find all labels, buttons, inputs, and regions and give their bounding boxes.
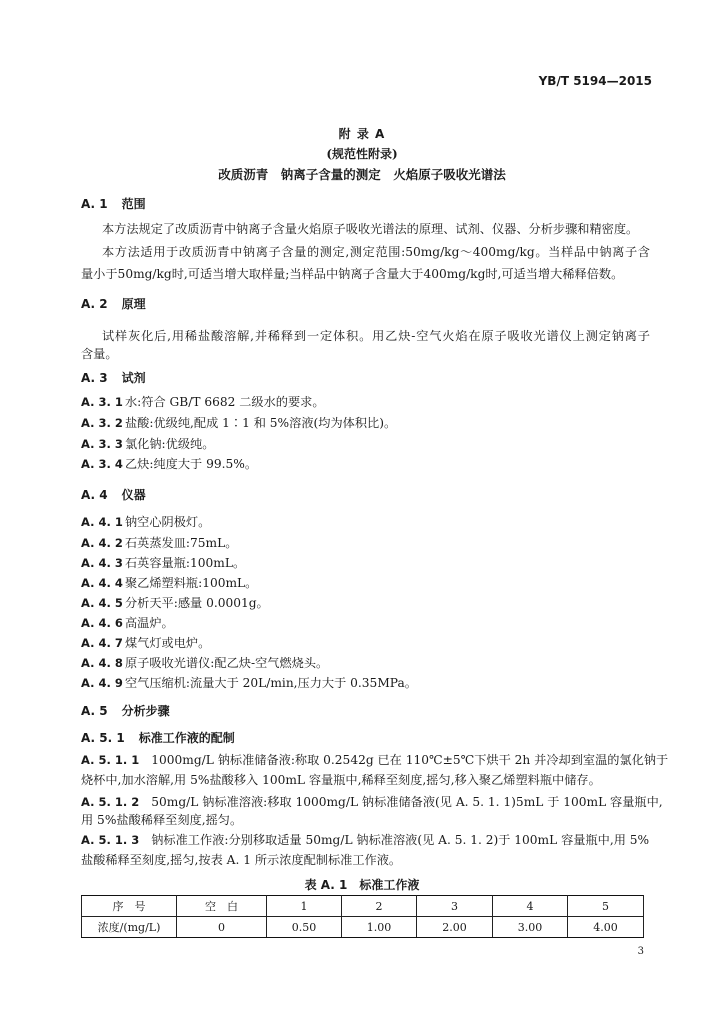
table-cell: 5 — [568, 896, 644, 917]
table-row — [82, 917, 644, 938]
section-number: A. 3 — [81, 371, 108, 385]
document-title: 改质沥青 钠离子含量的测定 火焰原子吸收光谱法 — [218, 167, 506, 182]
procedure-item-a512: A. 5. 1. 2 50mg/L 钠标准溶液:移取 1000mg/L 钠标准储备液(见 A. 5. 1. 1)5mL 于 100mL 容量瓶中, — [81, 795, 663, 809]
procedure-item-a513: A. 5. 1. 3 钠标准工作液:分别移取适量 50mg/L 钠标准溶液(见 A. 5. 1. 2)于 100mL 容量瓶中,用 5% — [81, 833, 650, 847]
table-cell: 4.00 — [568, 917, 644, 938]
table-cell: 浓度/(mg/L) — [82, 917, 177, 938]
list-item: A. 4. 9 空气压缩机:流量大于 20L/min,压力大于 0.35MPa。 — [81, 676, 417, 690]
paragraph: 本方法规定了改质沥青中钠离子含量火焰原子吸收光谱法的原理、试剂、仪器、分析步骤和精密度。 — [102, 222, 639, 236]
section-heading-a1 — [81, 195, 146, 212]
section-number: A. 4 — [81, 488, 108, 502]
table-header-row — [82, 896, 644, 917]
list-item: A. 4. 6 高温炉。 — [81, 616, 174, 630]
paragraph: 含量。 — [81, 347, 118, 361]
paragraph: 试样灰化后,用稀盐酸溶解,并稀释到一定体积。用乙炔-空气火焰在原子吸收光谱仪上测定钠离子 — [102, 329, 650, 343]
appendix-title: 附 录 A — [338, 127, 386, 141]
section-title: 分析步骤 — [121, 704, 170, 718]
list-item: A. 4. 7 煤气灯或电炉。 — [81, 636, 211, 650]
table-caption: 表 A. 1 标准工作液 — [304, 878, 420, 892]
section-heading-a4 — [81, 486, 146, 503]
paragraph: 烧杯中,加水溶解,用 5%盐酸移入 100mL 容量瓶中,稀释至刻度,摇匀,移入聚乙烯塑料瓶中储存。 — [81, 773, 601, 787]
table-cell: 3.00 — [493, 917, 568, 938]
table-cell: 4 — [493, 896, 568, 917]
section-number: A. 5 — [81, 704, 108, 718]
paragraph: 量小于50mg/kg时,可适当增大取样量;当样品中钠离子含量大于400mg/kg时,可适当增大稀释倍数。 — [81, 267, 624, 281]
page-number: 3 — [637, 946, 644, 957]
list-item: A. 4. 5 分析天平:感量 0.0001g。 — [81, 596, 269, 610]
section-heading-a3 — [81, 369, 146, 386]
list-item: A. 4. 4 聚乙烯塑料瓶:100mL。 — [81, 576, 258, 590]
appendix-type: (规范性附录) — [326, 147, 398, 161]
section-number: A. 2 — [81, 297, 108, 311]
table-cell: 2 — [342, 896, 417, 917]
section-heading-a5 — [81, 702, 170, 719]
list-item: A. 3. 4 乙炔:纯度大于 99.5%。 — [81, 457, 258, 471]
table-cell: 空 白 — [177, 896, 267, 917]
table-cell: 0 — [177, 917, 267, 938]
section-title: 试剂 — [121, 371, 146, 385]
section-title: 仪器 — [121, 488, 146, 502]
list-item: A. 3. 1 水:符合 GB/T 6682 二级水的要求。 — [81, 395, 325, 409]
table-cell: 2.00 — [417, 917, 493, 938]
paragraph: 用 5%盐酸稀释至刻度,摇匀。 — [81, 813, 243, 827]
table-cell: 1.00 — [342, 917, 417, 938]
table-cell: 0.50 — [267, 917, 342, 938]
list-item: A. 4. 2 石英蒸发皿:75mL。 — [81, 536, 238, 550]
list-item: A. 3. 3 氯化钠:优级纯。 — [81, 437, 215, 451]
table-cell: 1 — [267, 896, 342, 917]
standard-solution-table — [81, 895, 644, 938]
list-item: A. 4. 8 原子吸收光谱仪:配乙炔-空气燃烧头。 — [81, 656, 329, 670]
section-number: A. 5. 1 — [81, 731, 125, 745]
paragraph: 盐酸稀释至刻度,摇匀,按表 A. 1 所示浓度配制标准工作液。 — [81, 853, 402, 867]
table-cell: 3 — [417, 896, 493, 917]
section-title: 标准工作液的配制 — [138, 731, 235, 745]
list-item: A. 4. 1 钠空心阴极灯。 — [81, 515, 211, 529]
table-cell: 序 号 — [82, 896, 177, 917]
section-title: 范围 — [121, 197, 146, 211]
section-heading-a2 — [81, 295, 146, 312]
standard-code-header: YB/T 5194—2015 — [538, 74, 652, 88]
list-item: A. 4. 3 石英容量瓶:100mL。 — [81, 556, 246, 570]
section-number: A. 1 — [81, 197, 108, 211]
section-title: 原理 — [121, 297, 146, 311]
subsection-heading-a51 — [81, 729, 235, 746]
procedure-item-a511: A. 5. 1. 1 1000mg/L 钠标准储备液:称取 0.2542g 已在 110℃±5℃下烘干 2h 并冷却到室温的氯化钠于 — [81, 753, 669, 767]
list-item: A. 3. 2 盐酸:优级纯,配成 1∶1 和 5%溶液(均为体积比)。 — [81, 416, 397, 430]
paragraph: 本方法适用于改质沥青中钠离子含量的测定,测定范围:50mg/kg～400mg/kg。当样品中钠离子含 — [102, 245, 650, 259]
